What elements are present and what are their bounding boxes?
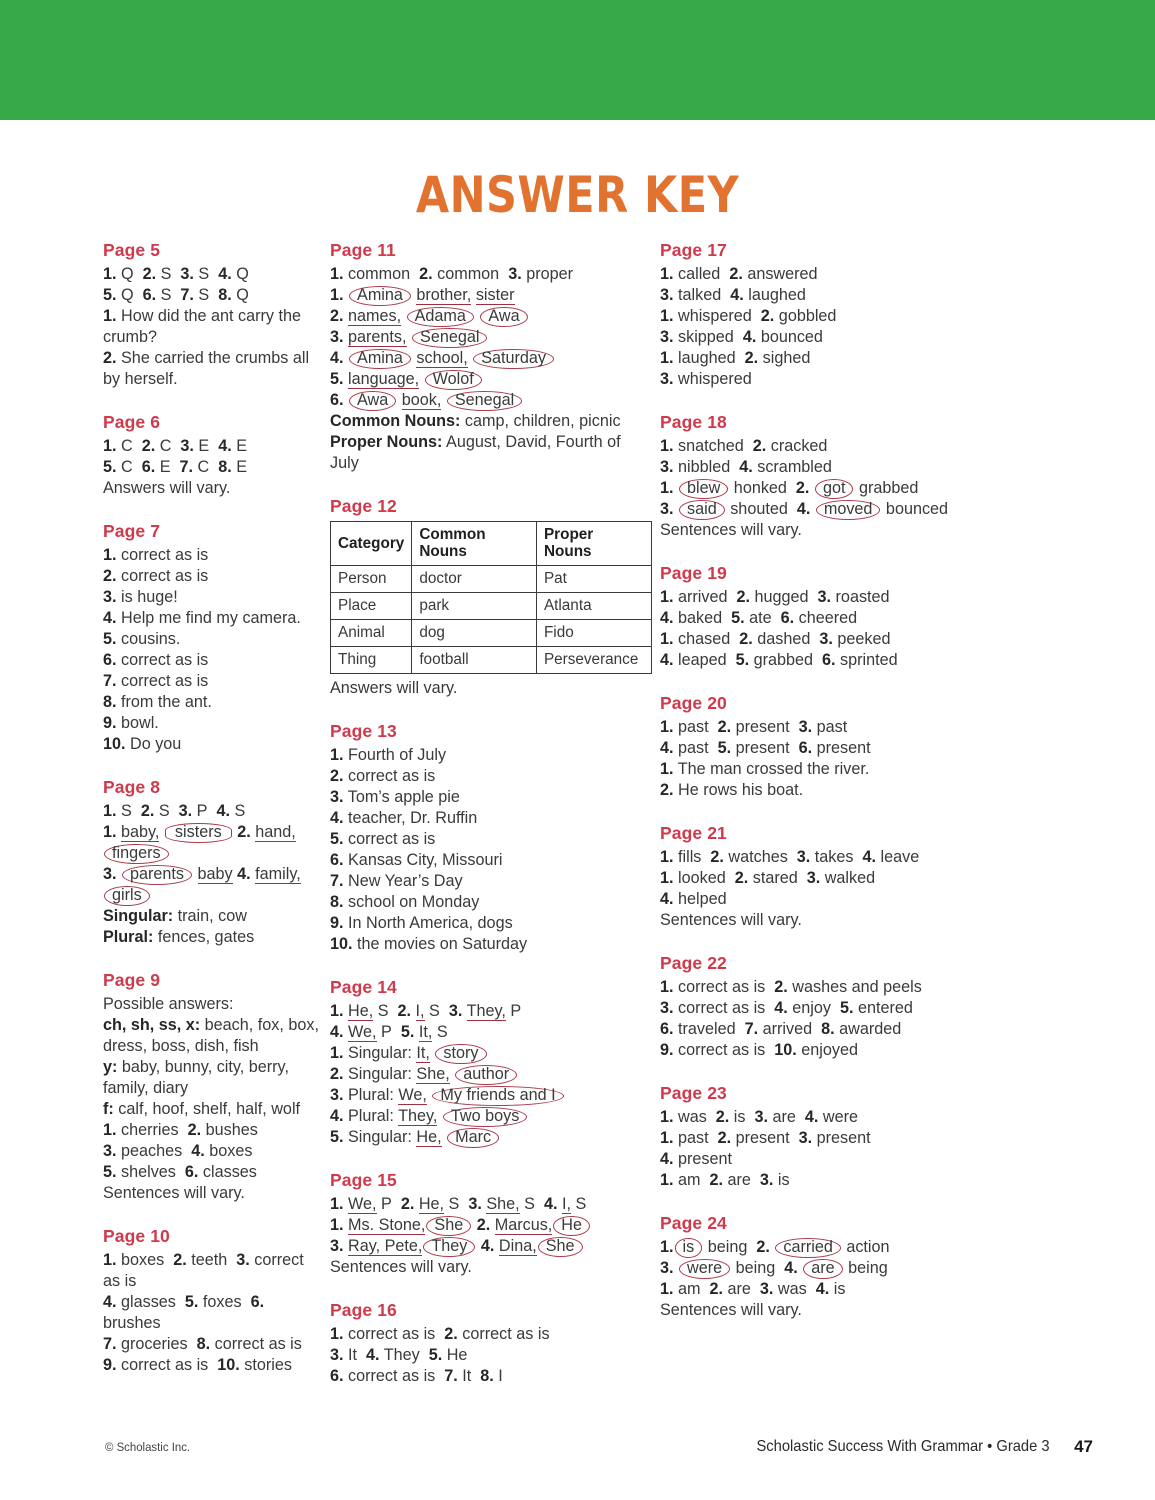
answer-line: 2. correct as is xyxy=(330,767,436,785)
answer-key-columns xyxy=(0,240,1155,1387)
answer-line: 7. New Year’s Day xyxy=(330,872,463,890)
column-3 xyxy=(660,240,990,1321)
answer-line: 3. Ray, Pete, They 4. Dina, She xyxy=(330,1236,652,1257)
table-cell: Perseverance xyxy=(536,647,651,674)
answer-line: Answers will vary. xyxy=(103,479,231,497)
section-heading: Page 19 xyxy=(660,563,727,583)
answer-line: 3. were being 4. are being xyxy=(660,1259,888,1277)
answer-line: 1. He, S 2. I, S 3. They, P xyxy=(330,1002,522,1020)
table-cell: Place xyxy=(331,593,412,620)
answer-line: Sentences will vary. xyxy=(660,1301,802,1319)
section-heading: Page 5 xyxy=(103,240,161,260)
answer-line: y: baby, bunny, city, berry, family, diary xyxy=(103,1058,289,1097)
answer-line: 1. am 2. are 3. is xyxy=(660,1171,790,1189)
answer-line: 4. Help me find my camera. xyxy=(103,609,301,627)
answer-section xyxy=(660,693,982,801)
answer-line: Answers will vary. xyxy=(330,679,458,697)
answer-line: 1. is being 2. carried action xyxy=(660,1238,890,1256)
answer-line: Possible answers: xyxy=(103,995,234,1013)
table-header-row xyxy=(331,522,652,566)
answer-line: 1. Amina brother, sister xyxy=(330,286,515,304)
answer-line: 1. fills 2. watches 3. takes 4. leave xyxy=(660,848,920,866)
answer-line: 7. correct as is xyxy=(103,672,209,690)
answer-line: 5. shelves 6. classes xyxy=(103,1163,257,1181)
answer-line: 3. nibbled 4. scrambled xyxy=(660,458,832,476)
section-heading: Page 9 xyxy=(103,970,161,990)
answer-line: Common Nouns: camp, children, picnic xyxy=(330,412,621,430)
answer-line: 5. Q 6. S 7. S 8. Q xyxy=(103,286,249,304)
answer-line: 5. correct as is xyxy=(330,830,436,848)
answer-section xyxy=(330,977,652,1148)
section-heading: Page 17 xyxy=(660,240,727,260)
answer-line: 5. C 6. E 7. C 8. E xyxy=(103,458,248,476)
answer-line: 1. was 2. is 3. are 4. were xyxy=(660,1108,859,1126)
table-cell: Fido xyxy=(536,620,651,647)
answer-line: Singular: train, cow xyxy=(103,907,247,925)
answer-line: Plural: fences, gates xyxy=(103,928,255,946)
header-green-band xyxy=(0,0,1155,120)
answer-line: 1. Q 2. S 3. S 4. Q xyxy=(103,265,249,283)
answer-line: 1. chased 2. dashed 3. peeked xyxy=(660,630,891,648)
section-heading: Page 6 xyxy=(103,412,161,432)
answer-line: 1. correct as is 2. washes and peels xyxy=(660,978,922,996)
answer-line: 4. teacher, Dr. Ruffin xyxy=(330,809,478,827)
section-heading: Page 21 xyxy=(660,823,727,843)
answer-section xyxy=(660,953,982,1061)
answer-line: 1. whispered 2. gobbled xyxy=(660,307,837,325)
answer-line: 1. past 2. present 3. past xyxy=(660,718,848,736)
answer-line: Proper Nouns: August, David, Fourth of July xyxy=(330,433,621,472)
answer-line: 5. cousins. xyxy=(103,630,181,648)
answer-line: 1. Singular: It, story xyxy=(330,1043,652,1064)
answer-section xyxy=(103,521,322,755)
answer-line: ch, sh, ss, x: beach, fox, box, dress, boss, dish, fish xyxy=(103,1016,319,1055)
answer-line: 2. She carried the crumbs all by herself. xyxy=(103,349,310,388)
section-heading: Page 24 xyxy=(660,1213,727,1233)
answer-line: 3. peaches 4. boxes xyxy=(103,1142,253,1160)
answer-line: 4. leaped 5. grabbed 6. sprinted xyxy=(660,651,898,669)
answer-line: 3. parents baby 4. family, girls xyxy=(103,865,301,904)
answer-section xyxy=(660,823,982,931)
answer-line: Sentences will vary. xyxy=(660,911,802,929)
answer-line: 2. He rows his boat. xyxy=(660,781,804,799)
answer-line: 4. present xyxy=(660,1150,733,1168)
answer-line: 1. The man crossed the river. xyxy=(660,760,870,778)
answer-line: 5. Singular: He, Marc xyxy=(330,1127,652,1148)
answer-line: 1. C 2. C 3. E 4. E xyxy=(103,437,248,455)
section-heading: Page 8 xyxy=(103,777,161,797)
answer-line: 1. looked 2. stared 3. walked xyxy=(660,869,876,887)
answer-line: 4. baked 5. ate 6. cheered xyxy=(660,609,858,627)
table-row xyxy=(331,647,652,674)
answer-line: 3. is huge! xyxy=(103,588,178,606)
answer-line: 1. blew honked 2. got grabbed xyxy=(660,479,919,497)
answer-section xyxy=(330,240,652,474)
answer-line: 9. bowl. xyxy=(103,714,159,732)
section-heading: Page 15 xyxy=(330,1170,397,1190)
answer-line: 3. Plural: We, My friends and I xyxy=(330,1085,652,1106)
answer-section xyxy=(330,1300,652,1387)
answer-line: 6. correct as is xyxy=(103,651,209,669)
section-heading: Page 12 xyxy=(330,496,397,516)
answer-line: 1. baby, sisters 2. hand, fingers xyxy=(103,823,296,862)
answer-line: 9. In North America, dogs xyxy=(330,914,513,932)
answer-line: 3. said shouted 4. moved bounced xyxy=(660,500,949,518)
answer-line: 3. skipped 4. bounced xyxy=(660,328,823,346)
answer-line: 1. Ms. Stone, She 2. Marcus, He xyxy=(330,1215,652,1236)
section-heading: Page 13 xyxy=(330,721,397,741)
answer-line: 1. We, P 2. He, S 3. She, S 4. I, S xyxy=(330,1195,587,1213)
answer-line: 3. correct as is 4. enjoy 5. entered xyxy=(660,999,913,1017)
answer-line: 10. Do you xyxy=(103,735,182,753)
answer-line: 1. laughed 2. sighed xyxy=(660,349,811,367)
answer-line: 4. We, P 5. It, S xyxy=(330,1023,448,1041)
section-heading: Page 14 xyxy=(330,977,397,997)
answer-line: Sentences will vary. xyxy=(330,1258,472,1276)
section-heading: Page 18 xyxy=(660,412,727,432)
answer-line: 3. talked 4. laughed xyxy=(660,286,806,304)
answer-line: 4. helped xyxy=(660,890,727,908)
answer-line: 8. from the ant. xyxy=(103,693,212,711)
copyright-notice: © Scholastic Inc. xyxy=(105,1440,191,1454)
answer-section xyxy=(103,1226,322,1376)
answer-line: Sentences will vary. xyxy=(660,521,802,539)
answer-line: 1. correct as is xyxy=(103,546,209,564)
answer-line: 2. Singular: She, author xyxy=(330,1064,652,1085)
section-heading: Page 23 xyxy=(660,1083,727,1103)
answer-section xyxy=(103,240,322,390)
table-cell: doctor xyxy=(412,566,537,593)
answer-line: 2. names, Adama Awa xyxy=(330,306,652,327)
answer-line: 8. school on Monday xyxy=(330,893,480,911)
table-cell: Atlanta xyxy=(536,593,651,620)
answer-line: 1. common 2. common 3. proper xyxy=(330,265,573,283)
section-heading: Page 22 xyxy=(660,953,727,973)
section-heading: Page 16 xyxy=(330,1300,397,1320)
page-footer xyxy=(0,1437,1155,1460)
answer-line: 1. past 2. present 3. present xyxy=(660,1129,871,1147)
answer-section xyxy=(103,970,322,1204)
answer-line: 1. am 2. are 3. was 4. is xyxy=(660,1280,846,1298)
table-cell: Pat xyxy=(536,566,651,593)
answer-line: 6. correct as is 7. It 8. I xyxy=(330,1367,503,1385)
answer-line: 1. Fourth of July xyxy=(330,746,447,764)
book-title-footer: Scholastic Success With Grammar • Grade 3 xyxy=(756,1438,1050,1455)
answer-section xyxy=(103,412,322,499)
answer-line: 4. Amina school, Saturday xyxy=(330,348,652,369)
table-row xyxy=(331,620,652,647)
section-heading: Page 20 xyxy=(660,693,727,713)
table-column-header: Proper Nouns xyxy=(536,522,651,566)
section-heading: Page 11 xyxy=(330,240,396,260)
answer-line: 1. cherries 2. bushes xyxy=(103,1121,258,1139)
answer-section xyxy=(330,496,652,699)
answer-line: 9. correct as is 10. enjoyed xyxy=(660,1041,858,1059)
answer-section xyxy=(330,721,652,955)
answer-line: 3. It 4. They 5. He xyxy=(330,1346,468,1364)
answer-line: 1. How did the ant carry the crumb? xyxy=(103,307,301,346)
answer-line: 3. parents, Senegal xyxy=(330,327,652,348)
table-cell: Person xyxy=(331,566,412,593)
answer-line: 2. correct as is xyxy=(103,567,209,585)
answer-section xyxy=(330,1170,652,1278)
answer-line: 3. Tom’s apple pie xyxy=(330,788,460,806)
table-column-header: Category xyxy=(331,522,412,566)
answer-line: 1. arrived 2. hugged 3. roasted xyxy=(660,588,890,606)
answer-section xyxy=(660,563,982,671)
answer-line: 1. boxes 2. teeth 3. correct as is xyxy=(103,1251,304,1290)
section-heading: Page 7 xyxy=(103,521,161,541)
answer-line: 3. whispered xyxy=(660,370,752,388)
page-title: ANSWER KEY xyxy=(415,166,740,224)
table-cell: park xyxy=(412,593,537,620)
table-cell: football xyxy=(412,647,537,674)
table-row xyxy=(331,566,652,593)
answer-line: 9. correct as is 10. stories xyxy=(103,1356,292,1374)
column-1 xyxy=(0,240,330,1376)
answer-line: 1. called 2. answered xyxy=(660,265,818,283)
section-heading: Page 10 xyxy=(103,1226,170,1246)
answer-line: 5. language, Wolof xyxy=(330,369,652,390)
answer-line: 6. traveled 7. arrived 8. awarded xyxy=(660,1020,902,1038)
table-cell: dog xyxy=(412,620,537,647)
answer-line: 4. past 5. present 6. present xyxy=(660,739,871,757)
answer-line: 6. Kansas City, Missouri xyxy=(330,851,503,869)
answer-line: 4. glasses 5. foxes 6. brushes xyxy=(103,1293,265,1332)
answer-line: 1. S 2. S 3. P 4. S xyxy=(103,802,246,820)
answer-section xyxy=(103,777,322,948)
answer-line: f: calf, hoof, shelf, half, wolf xyxy=(103,1100,301,1118)
answer-line: 10. the movies on Saturday xyxy=(330,935,528,953)
answer-line: 6. Awa book, Senegal xyxy=(330,390,652,411)
table-cell: Animal xyxy=(331,620,412,647)
answer-line: 7. groceries 8. correct as is xyxy=(103,1335,302,1353)
answer-section xyxy=(660,412,982,541)
answer-line: Sentences will vary. xyxy=(103,1184,245,1202)
answer-section xyxy=(660,1213,982,1321)
answer-line: 4. Plural: They, Two boys xyxy=(330,1106,652,1127)
column-2 xyxy=(330,240,660,1387)
table-row xyxy=(331,593,652,620)
table-cell: Thing xyxy=(331,647,412,674)
answer-line: 1. snatched 2. cracked xyxy=(660,437,828,455)
page-number: 47 xyxy=(1074,1437,1093,1456)
answer-section xyxy=(660,1083,982,1191)
answer-line: 1. correct as is 2. correct as is xyxy=(330,1325,550,1343)
nouns-table xyxy=(330,521,652,674)
table-column-header: Common Nouns xyxy=(412,522,537,566)
answer-section xyxy=(660,240,982,390)
